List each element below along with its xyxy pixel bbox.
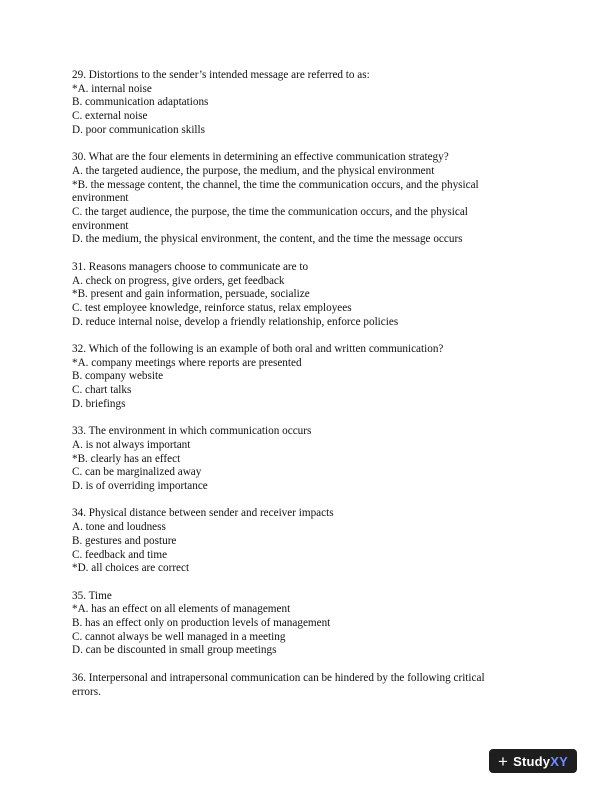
answer-option: D. can be discounted in small group meetings — [72, 644, 277, 657]
logo-text: Study — [513, 753, 551, 769]
answer-option: C. the target audience, the purpose, the time the communication occurs, and the physical — [72, 206, 468, 219]
question-stem-continued: errors. — [72, 685, 101, 698]
answer-option: D. the medium, the physical environment, the content, and the time the message occurs — [72, 233, 463, 246]
question-stem: 29. Distortions to the sender’s intended message are referred to as: — [72, 69, 370, 81]
answer-option: B. communication adaptations — [72, 96, 209, 109]
answer-option: D. poor communication skills — [72, 123, 205, 136]
answer-option: *B. present and gain information, persuade, socialize — [72, 288, 310, 301]
answer-option: B. company website — [72, 370, 164, 383]
question-stem: 30. What are the four elements in determining an effective communication strategy? — [72, 151, 449, 164]
answer-option: C. can be marginalized away — [72, 466, 202, 479]
question-29 — [72, 69, 542, 138]
studyxy-logo[interactable] — [489, 749, 577, 773]
answer-option: A. is not always important — [72, 438, 191, 451]
question-32 — [72, 343, 542, 412]
question-stem: 33. The environment in which communication occurs — [72, 425, 312, 438]
answer-option: *A. company meetings where reports are presented — [72, 356, 302, 369]
answer-option: B. gestures and posture — [72, 534, 177, 547]
answer-option: A. the targeted audience, the purpose, the medium, and the physical environment — [72, 164, 435, 177]
question-stem: 32. Which of the following is an example of both oral and written communication? — [72, 343, 444, 356]
plus-icon: + — [497, 751, 509, 771]
answer-option-continued: environment — [72, 219, 129, 232]
answer-option: *B. the message content, the channel, the time the communication occurs, and the physical — [72, 178, 479, 191]
question-36 — [72, 672, 542, 699]
answer-option: C. cannot always be well managed in a meeting — [72, 630, 286, 643]
answer-option-continued: environment — [72, 192, 129, 205]
question-list — [72, 69, 542, 713]
question-30 — [72, 151, 542, 247]
answer-option: B. has an effect only on production levels of management — [72, 617, 331, 630]
question-35 — [72, 590, 542, 659]
answer-option: D. briefings — [72, 397, 126, 410]
answer-option: *A. has an effect on all elements of management — [72, 603, 291, 616]
question-31 — [72, 261, 542, 330]
answer-option: *D. all choices are correct — [72, 562, 190, 575]
question-stem: 36. Interpersonal and intrapersonal communication can be hindered by the following critical — [72, 671, 485, 684]
answer-option: A. tone and loudness — [72, 521, 166, 534]
answer-option: *A. internal noise — [72, 82, 152, 95]
answer-option: C. test employee knowledge, reinforce status, relax employees — [72, 301, 352, 314]
question-33 — [72, 425, 542, 494]
question-34 — [72, 507, 542, 576]
answer-option: *B. clearly has an effect — [72, 452, 181, 465]
answer-option: C. feedback and time — [72, 548, 168, 561]
answer-option: C. external noise — [72, 110, 148, 123]
answer-option: C. chart talks — [72, 384, 132, 397]
answer-option: D. reduce internal noise, develop a friendly relationship, enforce policies — [72, 315, 399, 328]
answer-option: A. check on progress, give orders, get feedback — [72, 274, 285, 287]
question-stem: 31. Reasons managers choose to communicate are to — [72, 260, 309, 273]
answer-option: D. is of overriding importance — [72, 480, 208, 493]
question-stem: 35. Time — [72, 589, 112, 602]
logo-text-accent: XY — [550, 753, 568, 769]
question-stem: 34. Physical distance between sender and receiver impacts — [72, 507, 334, 520]
